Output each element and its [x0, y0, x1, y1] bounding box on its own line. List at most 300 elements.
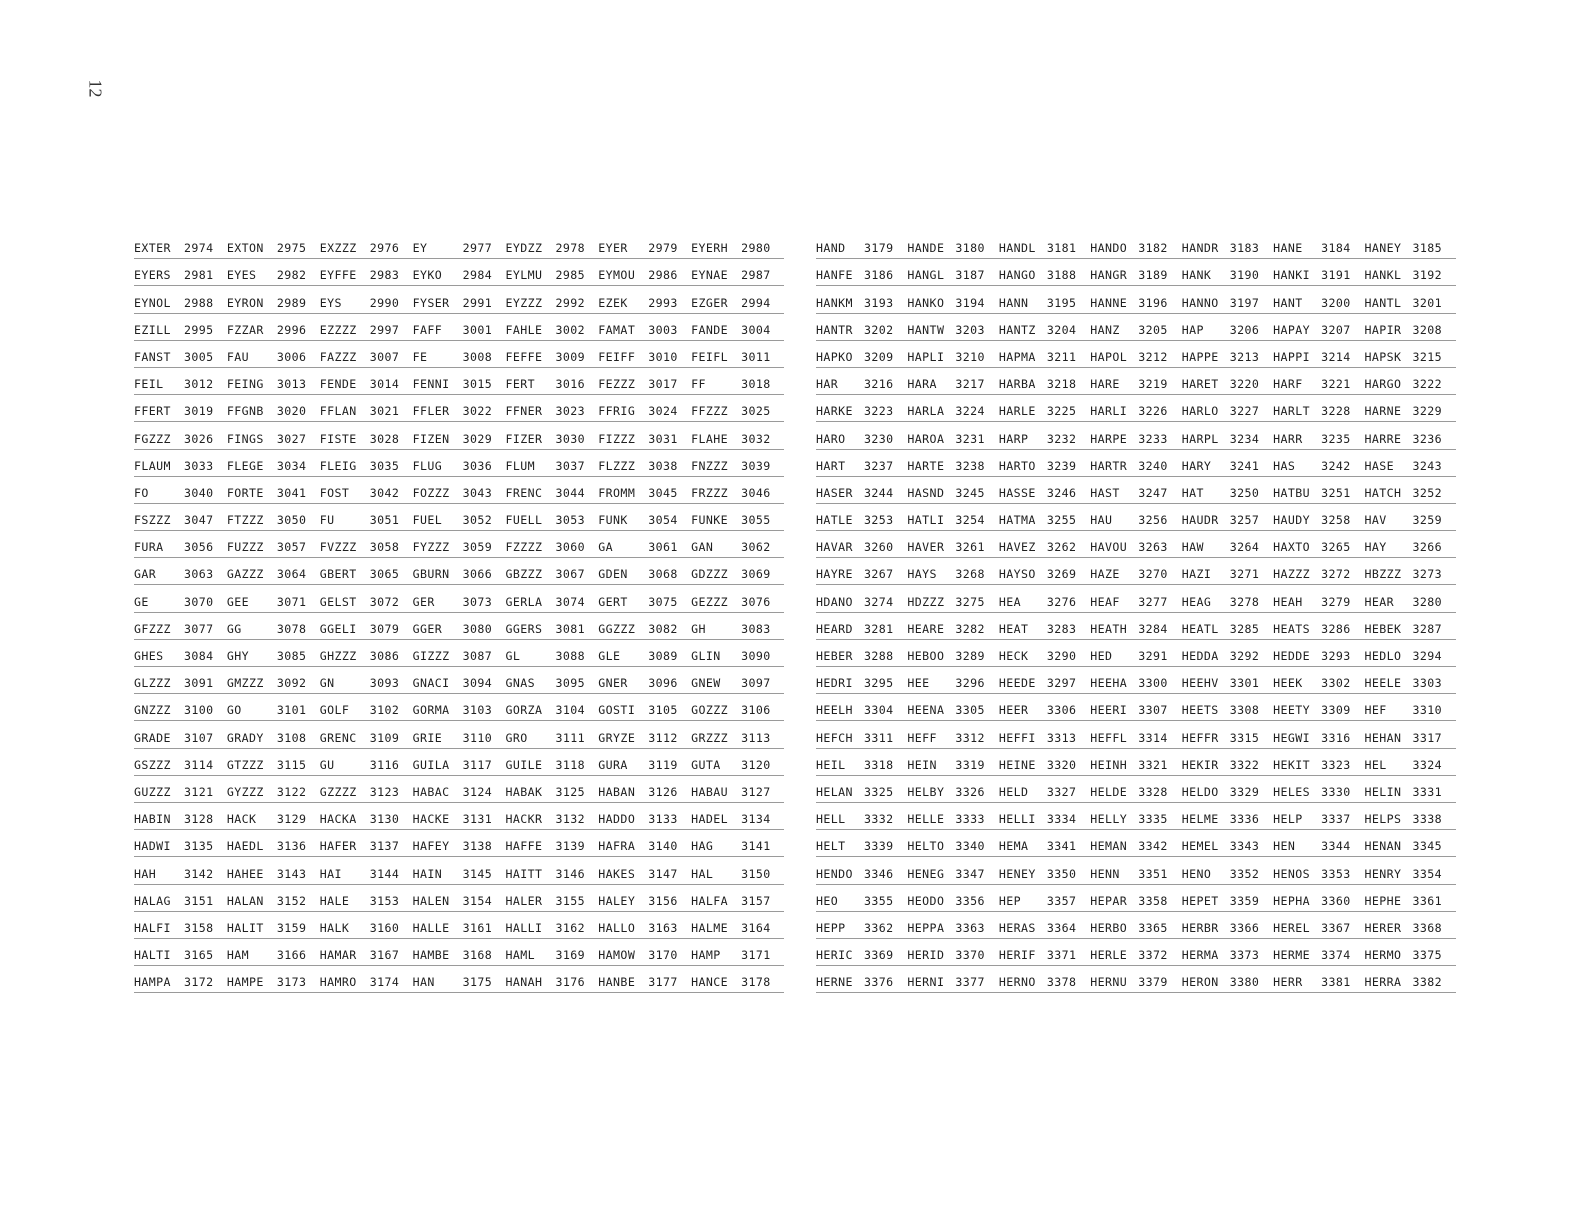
entry-number: 3255: [1046, 513, 1077, 528]
entry-number: 3267: [864, 567, 894, 582]
entry-number: 3147: [648, 866, 678, 881]
entry-word: HEAG: [1181, 594, 1212, 609]
entry-word: HED: [1090, 649, 1113, 663]
entry-word: FEING: [226, 377, 264, 392]
index-entry: [413, 948, 506, 965]
entry-word: FOST: [319, 485, 350, 500]
entry-word: HANDR: [1181, 241, 1219, 256]
entry-word: HAVEZ: [998, 540, 1036, 555]
entry-number: 3161: [462, 920, 493, 935]
entry-word: FAMAT: [598, 322, 636, 337]
entry-word: HARY: [1181, 458, 1212, 473]
entry-number: 3300: [1138, 676, 1168, 691]
entry-number: 3240: [1138, 458, 1168, 473]
index-entry: [413, 975, 506, 992]
entry-number: 3006: [276, 349, 307, 364]
entry-word: HEELH: [816, 703, 853, 718]
entry-word: GGELI: [319, 621, 357, 636]
index-entry: [598, 459, 691, 476]
entry-number: 3172: [184, 975, 214, 990]
index-entry: [691, 649, 784, 666]
index-entry: [134, 948, 227, 965]
entry-word: GBURN: [412, 567, 450, 582]
entry-number: 3331: [1412, 784, 1443, 799]
entry-number: 3291: [1138, 649, 1168, 663]
index-entry: [320, 676, 413, 693]
index-entry: [1182, 486, 1273, 503]
entry-number: 3083: [741, 621, 771, 636]
entry-word: HARPL: [1181, 431, 1219, 446]
index-entry: [1182, 812, 1273, 829]
index-entry: [999, 867, 1090, 884]
entry-word: FANST: [134, 349, 171, 364]
entry-number: 3358: [1138, 893, 1168, 908]
index-entry: [691, 731, 784, 748]
index-entry: [505, 867, 598, 884]
entry-number: 3263: [1138, 540, 1168, 555]
entry-word: HADDO: [598, 812, 636, 827]
entry-word: HANZ: [1090, 322, 1120, 337]
index-entry: [1182, 459, 1273, 476]
entry-word: HANDL: [998, 241, 1036, 256]
entry-number: 3156: [648, 893, 678, 908]
index-entry: [691, 377, 784, 394]
index-table-left: [134, 232, 784, 993]
index-entry: [816, 867, 907, 884]
entry-number: 3005: [184, 349, 214, 364]
entry-word: FURA: [134, 540, 164, 555]
entry-number: 3134: [741, 812, 771, 827]
entry-word: HEKIT: [1273, 757, 1311, 772]
entry-word: HAZI: [1181, 567, 1212, 582]
entry-number: 3185: [1412, 241, 1443, 256]
entry-number: 3222: [1412, 377, 1443, 392]
entry-word: HAPIR: [1364, 322, 1402, 337]
entry-number: 3244: [864, 485, 894, 500]
index-entry: [691, 676, 784, 693]
entry-word: HEATL: [1181, 621, 1219, 636]
entry-number: 3067: [555, 567, 585, 582]
entry-word: HEAR: [1364, 594, 1395, 609]
index-entry: [1273, 432, 1364, 449]
entry-number: 3037: [555, 458, 585, 473]
entry-word: GRZZZ: [691, 730, 729, 745]
entry-word: HARTR: [1090, 458, 1128, 473]
entry-number: 3318: [864, 757, 894, 772]
index-entry: [413, 567, 506, 584]
index-entry: [598, 649, 691, 666]
index-entry: [505, 622, 598, 639]
entry-number: 3029: [462, 431, 493, 446]
index-entry: [816, 296, 907, 313]
entry-number: 2986: [648, 268, 678, 283]
entry-number: 3141: [741, 839, 771, 854]
index-entry: [691, 486, 784, 503]
index-row: [134, 912, 784, 939]
entry-number: 3110: [462, 730, 493, 745]
index-row: [816, 613, 1456, 640]
index-entry: [1182, 785, 1273, 802]
index-entry: [227, 948, 320, 965]
entry-number: 3268: [955, 567, 985, 582]
entry-number: 3167: [369, 948, 400, 963]
entry-word: HAV: [1364, 513, 1387, 528]
index-entry: [1090, 486, 1181, 503]
entry-number: 3304: [864, 703, 894, 718]
index-entry: [320, 839, 413, 856]
entry-number: 3359: [1229, 893, 1260, 908]
index-entry: [227, 540, 320, 557]
entry-number: 3210: [955, 349, 985, 364]
index-entry: [320, 296, 413, 313]
index-row: [134, 830, 784, 857]
entry-number: 3216: [864, 377, 894, 392]
entry-word: FEIL: [134, 377, 164, 392]
index-entry: [134, 894, 227, 911]
index-entry: [691, 404, 784, 421]
index-entry: [1273, 622, 1364, 639]
index-entry: [1365, 785, 1456, 802]
entry-word: GZZZZ: [319, 784, 357, 799]
index-entry: [907, 540, 998, 557]
entry-number: 3342: [1138, 839, 1168, 854]
entry-word: FAHLE: [505, 322, 543, 337]
index-row: [816, 286, 1456, 313]
entry-number: 3075: [648, 594, 678, 609]
entry-word: HELME: [1181, 812, 1219, 827]
index-entry: [816, 459, 907, 476]
index-entry: [999, 296, 1090, 313]
index-entry: [227, 975, 320, 992]
entry-number: 3027: [276, 431, 307, 446]
entry-word: HANBE: [598, 975, 636, 990]
index-entry: [1273, 703, 1364, 720]
entry-word: HALIT: [226, 920, 264, 935]
index-entry: [1182, 350, 1273, 367]
entry-number: 3306: [1046, 703, 1077, 718]
index-entry: [413, 486, 506, 503]
entry-word: FFERT: [134, 404, 171, 419]
index-entry: [691, 513, 784, 530]
entry-number: 3184: [1321, 241, 1351, 256]
entry-number: 3353: [1321, 866, 1351, 881]
entry-word: FRZZZ: [691, 485, 729, 500]
entry-number: 3034: [276, 458, 307, 473]
entry-word: GEZZZ: [691, 594, 729, 609]
entry-word: HERBO: [1090, 920, 1128, 935]
entry-word: HEEHV: [1181, 676, 1219, 691]
entry-number: 3001: [462, 322, 493, 337]
entry-word: HENEG: [907, 866, 945, 881]
index-entry: [134, 622, 227, 639]
entry-number: 3109: [369, 730, 400, 745]
index-entry: [1365, 350, 1456, 367]
entry-word: HEDRI: [816, 676, 853, 691]
entry-number: 3157: [741, 893, 771, 908]
index-entry: [907, 323, 998, 340]
entry-number: 3228: [1321, 404, 1351, 419]
entry-number: 3004: [741, 322, 771, 337]
entry-number: 2982: [276, 268, 307, 283]
entry-number: 3235: [1321, 431, 1351, 446]
index-entry: [505, 948, 598, 965]
index-entry: [320, 622, 413, 639]
index-entry: [691, 894, 784, 911]
entry-word: HAW: [1181, 540, 1204, 555]
entry-number: 3337: [1321, 812, 1351, 827]
entry-word: HART: [816, 458, 846, 473]
entry-number: 3025: [741, 404, 771, 419]
index-entry: [1182, 703, 1273, 720]
entry-number: 3043: [462, 485, 493, 500]
entry-word: HEATH: [1090, 621, 1128, 636]
entry-word: HANKO: [907, 295, 945, 310]
entry-word: HAFRA: [598, 839, 636, 854]
index-entry: [598, 622, 691, 639]
index-entry: [1365, 948, 1456, 965]
entry-number: 3286: [1321, 621, 1351, 636]
entry-number: 3057: [276, 540, 307, 555]
index-entry: [1365, 459, 1456, 476]
entry-word: HAITT: [505, 866, 543, 881]
entry-word: EYMOU: [598, 268, 636, 283]
entry-number: 2981: [184, 268, 214, 283]
index-entry: [907, 350, 998, 367]
entry-number: 2988: [184, 295, 214, 310]
entry-number: 3215: [1412, 349, 1443, 364]
entry-word: HAST: [1090, 485, 1120, 500]
index-entry: [1365, 622, 1456, 639]
entry-number: 3372: [1138, 948, 1168, 963]
index-entry: [598, 567, 691, 584]
entry-number: 3122: [276, 784, 307, 799]
index-entry: [999, 758, 1090, 775]
index-entry: [413, 758, 506, 775]
index-entry: [1365, 975, 1456, 992]
entry-number: 3135: [184, 839, 214, 854]
entry-number: 2990: [369, 295, 400, 310]
entry-word: HEPET: [1181, 893, 1219, 908]
entry-number: 3097: [741, 676, 771, 691]
entry-word: EYDZZ: [505, 241, 543, 256]
index-entry: [227, 404, 320, 421]
index-entry: [413, 839, 506, 856]
entry-word: FLUM: [505, 458, 535, 473]
index-entry: [691, 595, 784, 612]
entry-word: FE: [412, 349, 428, 364]
index-row: [134, 558, 784, 585]
index-entry: [598, 948, 691, 965]
entry-number: 2993: [648, 295, 678, 310]
entry-number: 3133: [648, 812, 678, 827]
index-row: [134, 314, 784, 341]
index-entry: [227, 758, 320, 775]
entry-word: FUEL: [412, 513, 443, 528]
entry-word: HEGWI: [1273, 730, 1311, 745]
entry-word: HAVOU: [1090, 540, 1128, 555]
entry-word: HDANO: [816, 594, 853, 609]
entry-word: HEINH: [1090, 757, 1128, 772]
index-entry: [1182, 377, 1273, 394]
entry-number: 3143: [276, 866, 307, 881]
index-entry: [505, 377, 598, 394]
index-entry: [320, 867, 413, 884]
entry-number: 3114: [184, 757, 214, 772]
entry-number: 3153: [369, 893, 400, 908]
index-row: [816, 885, 1456, 912]
index-entry: [816, 921, 907, 938]
entry-word: GIZZZ: [412, 649, 450, 663]
index-entry: [1090, 948, 1181, 965]
entry-number: 3022: [462, 404, 493, 419]
entry-number: 3178: [741, 975, 771, 990]
index-entry: [1090, 513, 1181, 530]
entry-word: FVZZZ: [319, 540, 357, 555]
index-entry: [598, 350, 691, 367]
entry-number: 3174: [369, 975, 400, 990]
entry-word: FAU: [226, 349, 249, 364]
entry-number: 3066: [462, 567, 493, 582]
index-row: [134, 803, 784, 830]
index-entry: [691, 758, 784, 775]
entry-word: GGERS: [505, 621, 543, 636]
index-row: [134, 259, 784, 286]
index-entry: [134, 703, 227, 720]
entry-number: 3259: [1412, 513, 1443, 528]
index-entry: [1090, 731, 1181, 748]
index-entry: [999, 404, 1090, 421]
index-entry: [505, 567, 598, 584]
entry-number: 3223: [864, 404, 894, 419]
entry-number: 3179: [864, 241, 894, 256]
entry-number: 3229: [1412, 404, 1443, 419]
entry-word: HEODO: [907, 893, 945, 908]
index-entry: [413, 812, 506, 829]
entry-number: 3069: [741, 567, 771, 582]
index-entry: [1273, 513, 1364, 530]
entry-number: 3130: [369, 812, 400, 827]
entry-number: 3288: [864, 649, 894, 663]
entry-number: 3072: [369, 594, 400, 609]
entry-number: 3327: [1046, 784, 1077, 799]
index-entry: [134, 676, 227, 693]
index-row: [816, 776, 1456, 803]
index-entry: [999, 513, 1090, 530]
entry-word: HERNI: [907, 975, 945, 990]
index-entry: [691, 540, 784, 557]
index-entry: [816, 676, 907, 693]
entry-number: 3030: [555, 431, 585, 446]
entry-number: 3123: [369, 784, 400, 799]
entry-number: 3160: [369, 920, 400, 935]
entry-number: 3088: [555, 649, 585, 663]
entry-number: 3346: [864, 866, 894, 881]
entry-number: 3253: [864, 513, 894, 528]
index-entry: [999, 785, 1090, 802]
entry-number: 3275: [955, 594, 985, 609]
entry-number: 3218: [1046, 377, 1077, 392]
index-entry: [907, 948, 998, 965]
entry-number: 3105: [648, 703, 678, 718]
entry-word: EXZZZ: [319, 241, 357, 256]
index-entry: [505, 785, 598, 802]
entry-word: HEPAR: [1090, 893, 1128, 908]
entry-word: HAYRE: [816, 567, 853, 582]
entry-word: HARTO: [998, 458, 1036, 473]
index-entry: [816, 975, 907, 992]
index-entry: [691, 622, 784, 639]
index-entry: [1273, 731, 1364, 748]
index-row: [816, 477, 1456, 504]
index-row: [134, 341, 784, 368]
index-entry: [1273, 758, 1364, 775]
entry-word: HAPMA: [998, 349, 1036, 364]
index-entry: [1273, 350, 1364, 367]
entry-number: 3013: [276, 377, 307, 392]
index-entry: [907, 595, 998, 612]
index-entry: [505, 404, 598, 421]
entry-number: 3137: [369, 839, 400, 854]
index-entry: [227, 703, 320, 720]
entry-number: 3018: [741, 377, 771, 392]
entry-word: HELTO: [907, 839, 945, 854]
index-entry: [907, 975, 998, 992]
index-entry: [816, 513, 907, 530]
entry-word: FRENC: [505, 485, 543, 500]
index-entry: [413, 785, 506, 802]
index-entry: [413, 350, 506, 367]
index-entry: [1365, 894, 1456, 911]
entry-number: 3197: [1229, 295, 1260, 310]
index-entry: [227, 812, 320, 829]
entry-number: 3136: [276, 839, 307, 854]
entry-word: HAT: [1181, 485, 1204, 500]
entry-number: 2984: [462, 268, 493, 283]
entry-number: 3026: [184, 431, 214, 446]
entry-word: HALFI: [134, 920, 171, 935]
entry-number: 3081: [555, 621, 585, 636]
entry-number: 3154: [462, 893, 493, 908]
index-entry: [999, 649, 1090, 666]
entry-word: HEMA: [998, 839, 1029, 854]
index-entry: [999, 731, 1090, 748]
index-entry: [505, 676, 598, 693]
entry-number: 3064: [276, 567, 307, 582]
entry-word: HELDO: [1181, 784, 1219, 799]
entry-number: 3071: [276, 594, 307, 609]
index-entry: [999, 595, 1090, 612]
entry-word: HAG: [691, 839, 714, 854]
index-entry: [691, 785, 784, 802]
entry-word: FF: [691, 377, 706, 392]
entry-number: 3380: [1229, 975, 1260, 990]
index-entry: [1182, 894, 1273, 911]
entry-word: HARE: [1090, 377, 1120, 392]
entry-number: 3250: [1229, 485, 1260, 500]
entry-word: HANDE: [907, 241, 945, 256]
index-entry: [907, 486, 998, 503]
entry-number: 3256: [1138, 513, 1168, 528]
entry-number: 3120: [741, 757, 771, 772]
entry-word: HANT: [1273, 295, 1303, 310]
index-entry: [907, 867, 998, 884]
entry-number: 3124: [462, 784, 493, 799]
entry-number: 3087: [462, 649, 493, 663]
index-entry: [320, 268, 413, 285]
entry-word: HAI: [319, 866, 342, 881]
entry-word: HEIL: [816, 757, 846, 772]
entry-number: 3010: [648, 349, 678, 364]
